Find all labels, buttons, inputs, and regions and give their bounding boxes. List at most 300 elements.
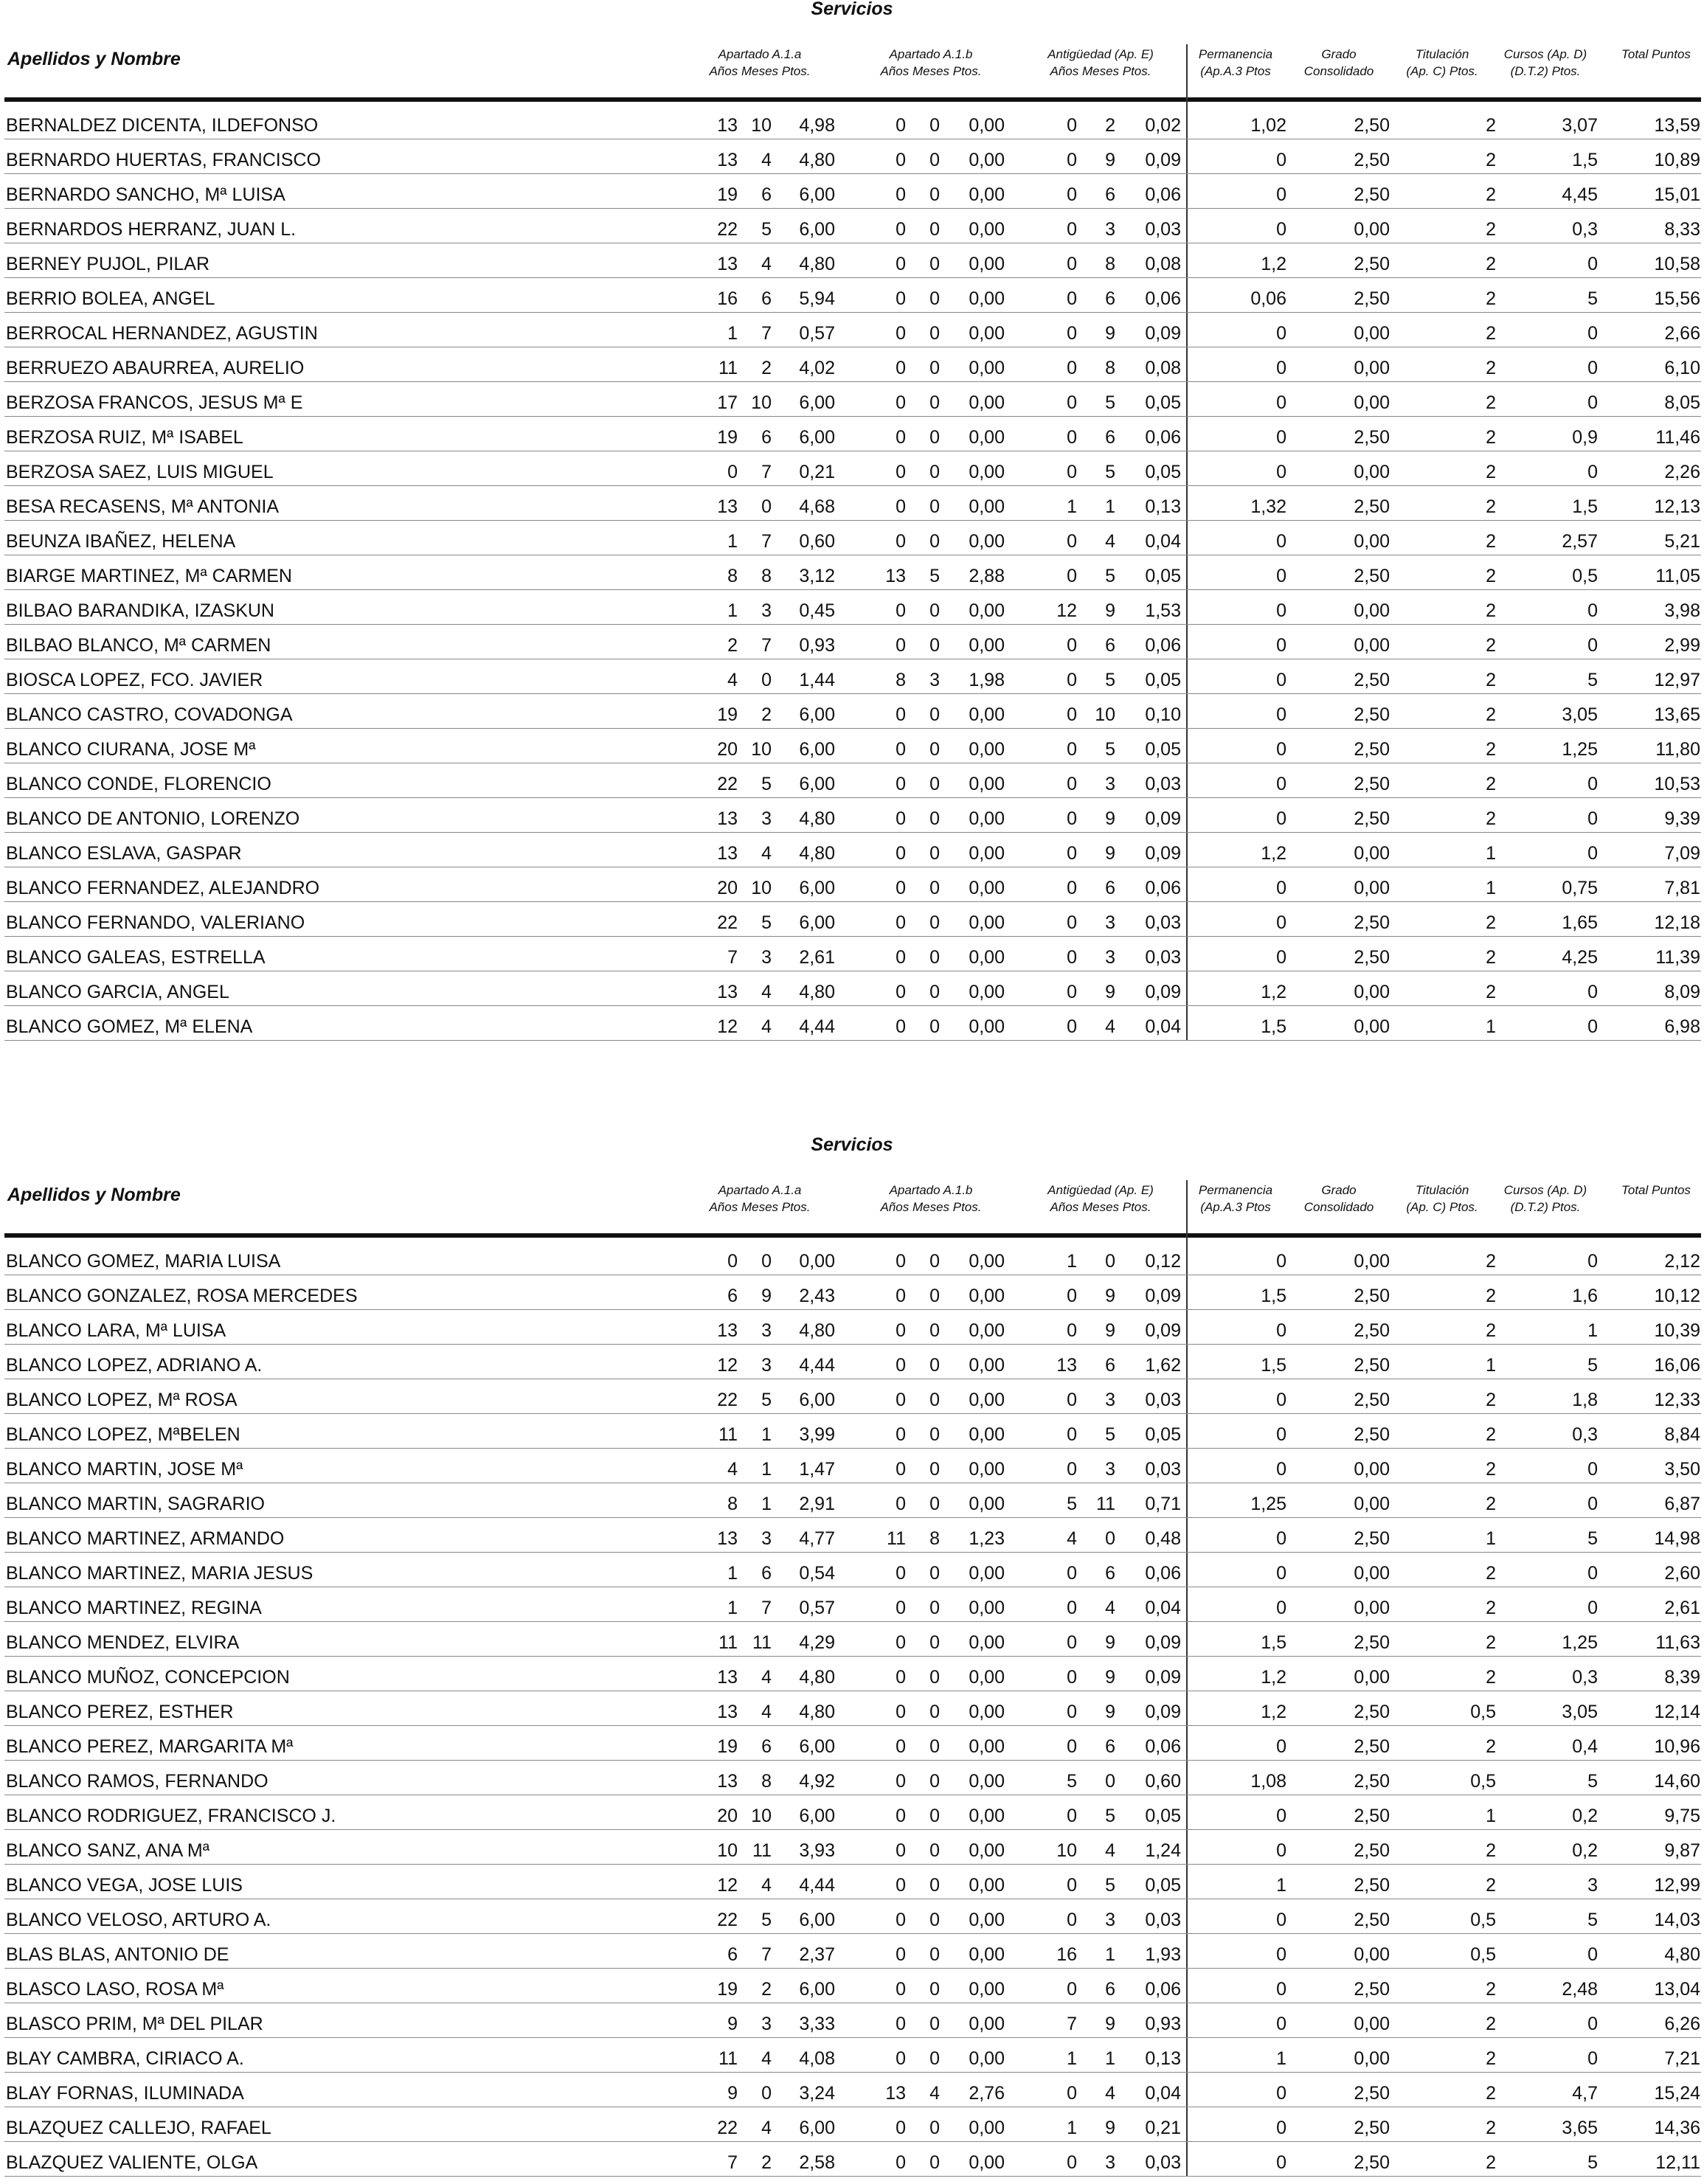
cell-a1b_p: 0,00 (969, 1667, 1005, 1688)
cell-a1a_p: 3,24 (799, 2083, 835, 2104)
cell-ant_y: 0 (1067, 1320, 1077, 1341)
cell-ant_m: 3 (1105, 947, 1115, 968)
cell-ant_y: 0 (1067, 1563, 1077, 1584)
cell-a1a_y: 2 (727, 635, 738, 656)
cell-cursos: 0 (1587, 600, 1598, 621)
cell-cursos: 4,45 (1562, 184, 1598, 205)
cell-a1b_p: 0,00 (969, 1944, 1005, 1965)
cell-perm: 0 (1276, 600, 1286, 621)
cell-a1a_p: 1,44 (799, 670, 835, 690)
cell-a1a_m: 2 (761, 2152, 772, 2173)
cell-total: 13,65 (1654, 704, 1700, 725)
table-row (0, 209, 1704, 243)
cell-a1a_p: 4,68 (799, 496, 835, 517)
cell-name: BLANCO MARTINEZ, REGINA (6, 1598, 262, 1618)
cell-tit: 2 (1486, 288, 1496, 309)
cell-a1a_y: 11 (718, 2048, 738, 2069)
table-row (0, 2003, 1704, 2038)
cell-ant_y: 4 (1067, 1528, 1077, 1549)
cell-a1a_p: 2,37 (799, 1944, 835, 1965)
cell-cursos: 5 (1587, 1910, 1598, 1930)
cell-a1a_m: 2 (761, 358, 772, 378)
cell-a1b_m: 0 (929, 1016, 940, 1037)
cell-total: 10,89 (1654, 150, 1700, 170)
cell-cursos: 5 (1587, 1355, 1598, 1376)
table-row (0, 1587, 1704, 1622)
cell-ant_y: 0 (1067, 739, 1077, 760)
cell-a1a_m: 4 (761, 843, 772, 864)
cell-a1a_p: 6,00 (799, 184, 835, 205)
cell-tit: 2 (1486, 2152, 1496, 2173)
cell-grado: 0,00 (1354, 219, 1390, 240)
cell-grado: 0,00 (1354, 1494, 1390, 1514)
cell-ant_m: 11 (1096, 1494, 1115, 1514)
cell-ant_p: 1,93 (1145, 1944, 1181, 1965)
header-tit-line: Titulación (1415, 1183, 1469, 1197)
cell-a1a_m: 3 (761, 2014, 772, 2034)
cell-ant_p: 0,03 (1145, 1910, 1181, 1930)
cell-a1b_y: 0 (896, 1390, 906, 1410)
cell-grado: 0,00 (1354, 1563, 1390, 1584)
cell-cursos: 1 (1587, 1320, 1598, 1341)
cell-grado: 2,50 (1354, 1910, 1390, 1930)
header-a1a-line: Apartado A.1.a (718, 47, 802, 61)
cell-grado: 2,50 (1354, 1840, 1390, 1861)
cell-tit: 2 (1486, 2083, 1496, 2104)
cell-name: BERROCAL HERNANDEZ, AGUSTIN (6, 323, 318, 344)
cell-total: 2,66 (1664, 323, 1700, 344)
cell-a1b_p: 0,00 (969, 2014, 1005, 2034)
cell-perm: 0 (1276, 1563, 1286, 1584)
cell-total: 12,13 (1654, 496, 1700, 517)
cell-a1b_p: 0,00 (969, 1390, 1005, 1410)
cell-ant_p: 0,03 (1145, 219, 1181, 240)
cell-tit: 2 (1486, 462, 1496, 482)
cell-a1a_m: 1 (761, 1424, 772, 1445)
cell-total: 10,96 (1654, 1736, 1700, 1757)
cell-tit: 2 (1486, 358, 1496, 378)
cell-ant_m: 6 (1105, 1736, 1115, 1757)
cell-name: BERZOSA RUIZ, Mª ISABEL (6, 427, 243, 448)
cell-total: 15,01 (1654, 184, 1700, 205)
cell-perm: 0 (1276, 462, 1286, 482)
cell-ant_m: 1 (1105, 496, 1115, 517)
header-ant-line: Antigüedad (Ap. E) (1047, 1183, 1154, 1197)
cell-name: BLANCO LOPEZ, Mª ROSA (6, 1390, 238, 1410)
cell-ant_y: 0 (1067, 1390, 1077, 1410)
cell-a1b_m: 0 (929, 392, 940, 413)
cell-tit: 1 (1486, 1528, 1496, 1549)
cell-ant_y: 0 (1067, 635, 1077, 656)
table-row (0, 763, 1704, 798)
header-grado-line: Grado (1321, 1183, 1357, 1197)
cell-a1b_m: 0 (929, 1632, 940, 1653)
cell-ant_p: 0,06 (1145, 1736, 1181, 1757)
cell-perm: 0 (1276, 670, 1286, 690)
cell-a1a_m: 10 (751, 739, 772, 760)
cell-ant_m: 3 (1105, 774, 1115, 794)
cell-a1b_y: 0 (896, 254, 906, 274)
header-perm-line: Permanencia (1198, 47, 1273, 61)
cell-tit: 2 (1486, 808, 1496, 829)
cell-a1a_p: 4,80 (799, 1320, 835, 1341)
cell-grado: 0,00 (1354, 1667, 1390, 1688)
cell-ant_m: 6 (1105, 288, 1115, 309)
cell-a1a_m: 4 (761, 2048, 772, 2069)
cell-a1b_y: 0 (896, 2118, 906, 2138)
cell-cursos: 0 (1587, 462, 1598, 482)
cell-a1a_y: 7 (727, 947, 738, 968)
cell-ant_m: 3 (1105, 2152, 1115, 2173)
cell-ant_p: 0,03 (1145, 947, 1181, 968)
cell-a1a_m: 6 (761, 288, 772, 309)
cell-a1a_p: 6,00 (799, 1910, 835, 1930)
cell-a1b_m: 0 (929, 1424, 940, 1445)
cell-a1b_m: 0 (929, 1563, 940, 1584)
cell-a1b_y: 0 (896, 496, 906, 517)
cell-a1a_m: 9 (761, 1286, 772, 1306)
cell-a1b_p: 0,00 (969, 531, 1005, 552)
cell-name: BLANCO LARA, Mª LUISA (6, 1320, 226, 1341)
cell-a1a_p: 0,54 (799, 1563, 835, 1584)
cell-a1a_p: 6,00 (799, 878, 835, 898)
cell-a1a_m: 7 (761, 462, 772, 482)
table-row (0, 1622, 1704, 1657)
cell-ant_y: 0 (1067, 982, 1077, 1002)
table-row (0, 243, 1704, 278)
cell-ant_p: 0,09 (1145, 1320, 1181, 1341)
header-name: Apellidos y Nombre (7, 1185, 181, 1205)
cell-a1a_y: 8 (727, 1494, 738, 1514)
cell-a1b_m: 0 (929, 1736, 940, 1757)
cell-ant_p: 0,09 (1145, 1667, 1181, 1688)
cell-tit: 2 (1486, 1459, 1496, 1480)
section-title: Servicios (811, 0, 893, 19)
cell-perm: 0 (1276, 1979, 1286, 2000)
cell-ant_y: 0 (1067, 219, 1077, 240)
cell-ant_m: 6 (1105, 1355, 1115, 1376)
cell-ant_y: 0 (1067, 670, 1077, 690)
cell-a1a_p: 0,00 (799, 1251, 835, 1272)
header-a1b-line: Apartado A.1.b (889, 1183, 973, 1197)
cell-name: BLANCO PEREZ, ESTHER (6, 1702, 234, 1722)
cell-name: BLANCO GOMEZ, MARIA LUISA (6, 1251, 281, 1272)
cell-ant_p: 0,05 (1145, 1875, 1181, 1896)
cell-a1b_p: 0,00 (969, 1632, 1005, 1653)
cell-ant_m: 3 (1105, 912, 1115, 933)
cell-perm: 0 (1276, 184, 1286, 205)
cell-name: BILBAO BLANCO, Mª CARMEN (6, 635, 271, 656)
cell-ant_p: 0,03 (1145, 1459, 1181, 1480)
cell-perm: 1 (1276, 2048, 1286, 2069)
cell-a1b_m: 0 (929, 1598, 940, 1618)
cell-a1a_m: 4 (761, 1016, 772, 1037)
cell-total: 14,98 (1654, 1528, 1700, 1549)
cell-ant_m: 5 (1105, 392, 1115, 413)
cell-grado: 0,00 (1354, 878, 1390, 898)
cell-tit: 2 (1486, 1424, 1496, 1445)
table-row (0, 1345, 1704, 1379)
cell-grado: 2,50 (1354, 912, 1390, 933)
cell-ant_y: 1 (1067, 496, 1077, 517)
cell-perm: 0 (1276, 1910, 1286, 1930)
table-row (0, 1795, 1704, 1830)
cell-a1a_m: 0 (761, 1251, 772, 1272)
cell-ant_p: 0,05 (1145, 1806, 1181, 1826)
cell-ant_m: 6 (1105, 635, 1115, 656)
cell-a1a_m: 7 (761, 531, 772, 552)
table-row (0, 2038, 1704, 2073)
cell-name: BLANCO LOPEZ, MªBELEN (6, 1424, 240, 1445)
cell-a1a_p: 0,93 (799, 635, 835, 656)
cell-grado: 2,50 (1354, 1286, 1390, 1306)
cell-grado: 2,50 (1354, 1355, 1390, 1376)
cell-a1b_p: 0,00 (969, 1563, 1005, 1584)
cell-a1a_y: 1 (727, 1598, 738, 1618)
cell-a1a_y: 4 (727, 1459, 738, 1480)
cell-a1b_y: 0 (896, 1702, 906, 1722)
cell-ant_p: 0,03 (1145, 1390, 1181, 1410)
cell-a1b_m: 3 (929, 670, 940, 690)
cell-ant_y: 0 (1067, 392, 1077, 413)
cell-a1b_m: 0 (929, 1702, 940, 1722)
cell-a1a_y: 13 (717, 1771, 738, 1792)
cell-ant_m: 0 (1105, 1251, 1115, 1272)
cell-a1b_m: 0 (929, 2118, 940, 2138)
cell-cursos: 0 (1587, 635, 1598, 656)
table-row (0, 1379, 1704, 1414)
cell-perm: 1,2 (1261, 1702, 1286, 1722)
cell-ant_m: 5 (1105, 1424, 1115, 1445)
cell-grado: 2,50 (1354, 254, 1390, 274)
cell-a1a_y: 4 (727, 670, 738, 690)
cell-total: 11,80 (1655, 739, 1700, 760)
cell-a1b_y: 0 (896, 150, 906, 170)
cell-a1b_p: 0,00 (969, 1598, 1005, 1618)
cell-a1a_p: 0,57 (799, 1598, 835, 1618)
cell-ant_y: 0 (1067, 358, 1077, 378)
cell-a1b_p: 2,76 (969, 2083, 1005, 2104)
cell-total: 12,14 (1654, 1702, 1700, 1722)
cell-total: 11,39 (1655, 947, 1700, 968)
cell-a1b_y: 0 (896, 1632, 906, 1653)
table-row (0, 278, 1704, 313)
cell-a1b_y: 0 (896, 392, 906, 413)
cell-a1a_m: 3 (761, 947, 772, 968)
cell-cursos: 1,25 (1562, 1632, 1598, 1653)
cell-total: 12,18 (1654, 912, 1700, 933)
cell-a1a_y: 8 (727, 566, 738, 586)
cell-a1b_p: 2,88 (969, 566, 1005, 586)
cell-total: 6,87 (1664, 1494, 1700, 1514)
cell-ant_y: 0 (1067, 1979, 1077, 2000)
cell-grado: 0,00 (1354, 392, 1390, 413)
cell-name: BLANCO CONDE, FLORENCIO (6, 774, 271, 794)
cell-ant_y: 0 (1067, 462, 1077, 482)
cell-perm: 0 (1276, 323, 1286, 344)
cell-ant_m: 9 (1105, 150, 1115, 170)
cell-a1b_y: 0 (896, 462, 906, 482)
cell-a1b_y: 0 (896, 1320, 906, 1341)
cell-total: 4,80 (1664, 1944, 1700, 1965)
cell-cursos: 0 (1587, 254, 1598, 274)
cell-ant_y: 13 (1056, 1355, 1077, 1376)
cell-a1a_m: 8 (761, 566, 772, 586)
cell-ant_y: 0 (1067, 566, 1077, 586)
cell-ant_p: 0,04 (1145, 2083, 1181, 2104)
cell-perm: 1 (1276, 1875, 1286, 1896)
cell-name: BLANCO CIURANA, JOSE Mª (6, 739, 256, 760)
cell-a1a_m: 10 (751, 1806, 772, 1826)
cell-a1b_p: 0,00 (969, 982, 1005, 1002)
cell-a1a_y: 11 (718, 358, 738, 378)
cell-ant_y: 1 (1067, 2048, 1077, 2069)
cell-grado: 0,00 (1354, 1944, 1390, 1965)
table-row (0, 555, 1704, 590)
cell-a1b_y: 0 (896, 1840, 906, 1861)
cell-a1a_p: 2,58 (799, 2152, 835, 2173)
cell-grado: 2,50 (1354, 1528, 1390, 1549)
table-row (0, 1899, 1704, 1934)
cell-ant_y: 0 (1067, 150, 1077, 170)
cell-ant_y: 0 (1067, 774, 1077, 794)
cell-cursos: 0 (1587, 392, 1598, 413)
cell-name: BLAZQUEZ VALIENTE, OLGA (6, 2152, 258, 2173)
header-a1a (679, 1182, 841, 1216)
cell-total: 11,05 (1655, 566, 1700, 586)
cell-ant_m: 9 (1105, 1632, 1115, 1653)
cell-ant_p: 0,06 (1145, 427, 1181, 448)
cell-cursos: 5 (1587, 288, 1598, 309)
cell-a1a_p: 1,47 (799, 1459, 835, 1480)
cell-a1a_y: 17 (717, 392, 738, 413)
cell-ant_m: 9 (1105, 1702, 1115, 1722)
cell-a1a_m: 10 (751, 115, 772, 136)
cell-a1b_p: 0,00 (969, 1016, 1005, 1037)
cell-a1b_y: 13 (885, 566, 906, 586)
cell-ant_p: 0,05 (1145, 670, 1181, 690)
cell-cursos: 5 (1587, 670, 1598, 690)
table-row (0, 1934, 1704, 1969)
cell-ant_y: 0 (1067, 1702, 1077, 1722)
cell-ant_m: 9 (1105, 2014, 1115, 2034)
cell-a1b_p: 0,00 (969, 912, 1005, 933)
cell-total: 6,26 (1664, 2014, 1700, 2034)
cell-perm: 1,5 (1261, 1632, 1286, 1653)
cell-ant_p: 0,03 (1145, 2152, 1181, 2173)
cell-grado: 0,00 (1354, 1598, 1390, 1618)
cell-ant_y: 0 (1067, 1667, 1077, 1688)
cell-perm: 0 (1276, 2118, 1286, 2138)
cell-cursos: 3,05 (1562, 704, 1598, 725)
cell-a1b_m: 0 (929, 878, 940, 898)
cell-a1a_p: 4,92 (799, 1771, 835, 1792)
cell-a1a_y: 13 (717, 496, 738, 517)
table-row (0, 971, 1704, 1006)
header-a1b-line: Años Meses Ptos. (880, 1200, 982, 1214)
cell-a1a_p: 4,80 (799, 1702, 835, 1722)
cell-a1a_y: 13 (717, 1320, 738, 1341)
cell-a1a_p: 6,00 (799, 219, 835, 240)
cell-a1b_y: 0 (896, 1563, 906, 1584)
cell-ant_y: 0 (1067, 1736, 1077, 1757)
cell-a1b_p: 0,00 (969, 1251, 1005, 1272)
cell-tit: 2 (1486, 1251, 1496, 1272)
cell-ant_p: 0,05 (1145, 462, 1181, 482)
cell-grado: 2,50 (1354, 1771, 1390, 1792)
table-row (0, 1275, 1704, 1310)
cell-a1a_y: 13 (717, 254, 738, 274)
cell-perm: 0 (1276, 808, 1286, 829)
cell-perm: 0 (1276, 739, 1286, 760)
cell-cursos: 1,6 (1572, 1286, 1598, 1306)
cell-ant_y: 0 (1067, 878, 1077, 898)
cell-ant_y: 0 (1067, 843, 1077, 864)
cell-perm: 0 (1276, 1320, 1286, 1341)
cell-a1b_y: 0 (896, 1979, 906, 2000)
cell-ant_m: 6 (1105, 878, 1115, 898)
cell-a1a_m: 11 (752, 1632, 772, 1653)
cell-a1a_m: 4 (761, 982, 772, 1002)
cell-tit: 0,5 (1470, 1944, 1496, 1965)
cell-tit: 2 (1486, 2014, 1496, 2034)
cell-ant_y: 0 (1067, 254, 1077, 274)
cell-ant_p: 0,06 (1145, 1563, 1181, 1584)
cell-ant_y: 0 (1067, 1016, 1077, 1037)
cell-a1a_p: 6,00 (799, 427, 835, 448)
cell-a1b_m: 0 (929, 1355, 940, 1376)
cell-ant_p: 0,10 (1145, 704, 1181, 725)
table-row (0, 1241, 1704, 1275)
cell-total: 3,50 (1664, 1459, 1700, 1480)
table-row (0, 174, 1704, 209)
header-ant-line: Antigüedad (Ap. E) (1047, 47, 1154, 61)
cell-name: BLANCO SANZ, ANA Mª (6, 1840, 209, 1861)
cell-perm: 0 (1276, 1390, 1286, 1410)
table-row (0, 867, 1704, 902)
table-row (0, 2142, 1704, 2177)
cell-name: BLANCO GOMEZ, Mª ELENA (6, 1016, 253, 1037)
cell-tit: 2 (1486, 150, 1496, 170)
cell-grado: 0,00 (1354, 2014, 1390, 2034)
cell-cursos: 0 (1587, 774, 1598, 794)
cell-name: BLANCO GARCIA, ANGEL (6, 982, 229, 1002)
cell-cursos: 0 (1587, 358, 1598, 378)
section-title: Servicios (811, 1134, 893, 1155)
table-row (0, 1761, 1704, 1795)
cell-grado: 0,00 (1354, 635, 1390, 656)
cell-a1a_m: 4 (761, 150, 772, 170)
cell-a1a_m: 4 (761, 1667, 772, 1688)
cell-a1a_m: 3 (761, 808, 772, 829)
cell-ant_y: 0 (1067, 947, 1077, 968)
cell-a1b_p: 0,00 (969, 496, 1005, 517)
cell-name: BLAY CAMBRA, CIRIACO A. (6, 2048, 244, 2069)
cell-ant_p: 1,24 (1145, 1840, 1181, 1861)
cell-a1a_y: 20 (717, 739, 738, 760)
cell-ant_m: 6 (1105, 1563, 1115, 1584)
cell-ant_p: 0,06 (1145, 635, 1181, 656)
cell-ant_p: 0,21 (1145, 2118, 1181, 2138)
cell-a1b_p: 0,00 (969, 462, 1005, 482)
cell-a1a_y: 12 (717, 1016, 738, 1037)
cell-ant_p: 0,13 (1145, 2048, 1181, 2069)
cell-tit: 2 (1486, 254, 1496, 274)
table-row (0, 1726, 1704, 1761)
cell-grado: 2,50 (1354, 1806, 1390, 1826)
cell-a1b_y: 0 (896, 1355, 906, 1376)
cell-total: 9,75 (1664, 1806, 1700, 1826)
